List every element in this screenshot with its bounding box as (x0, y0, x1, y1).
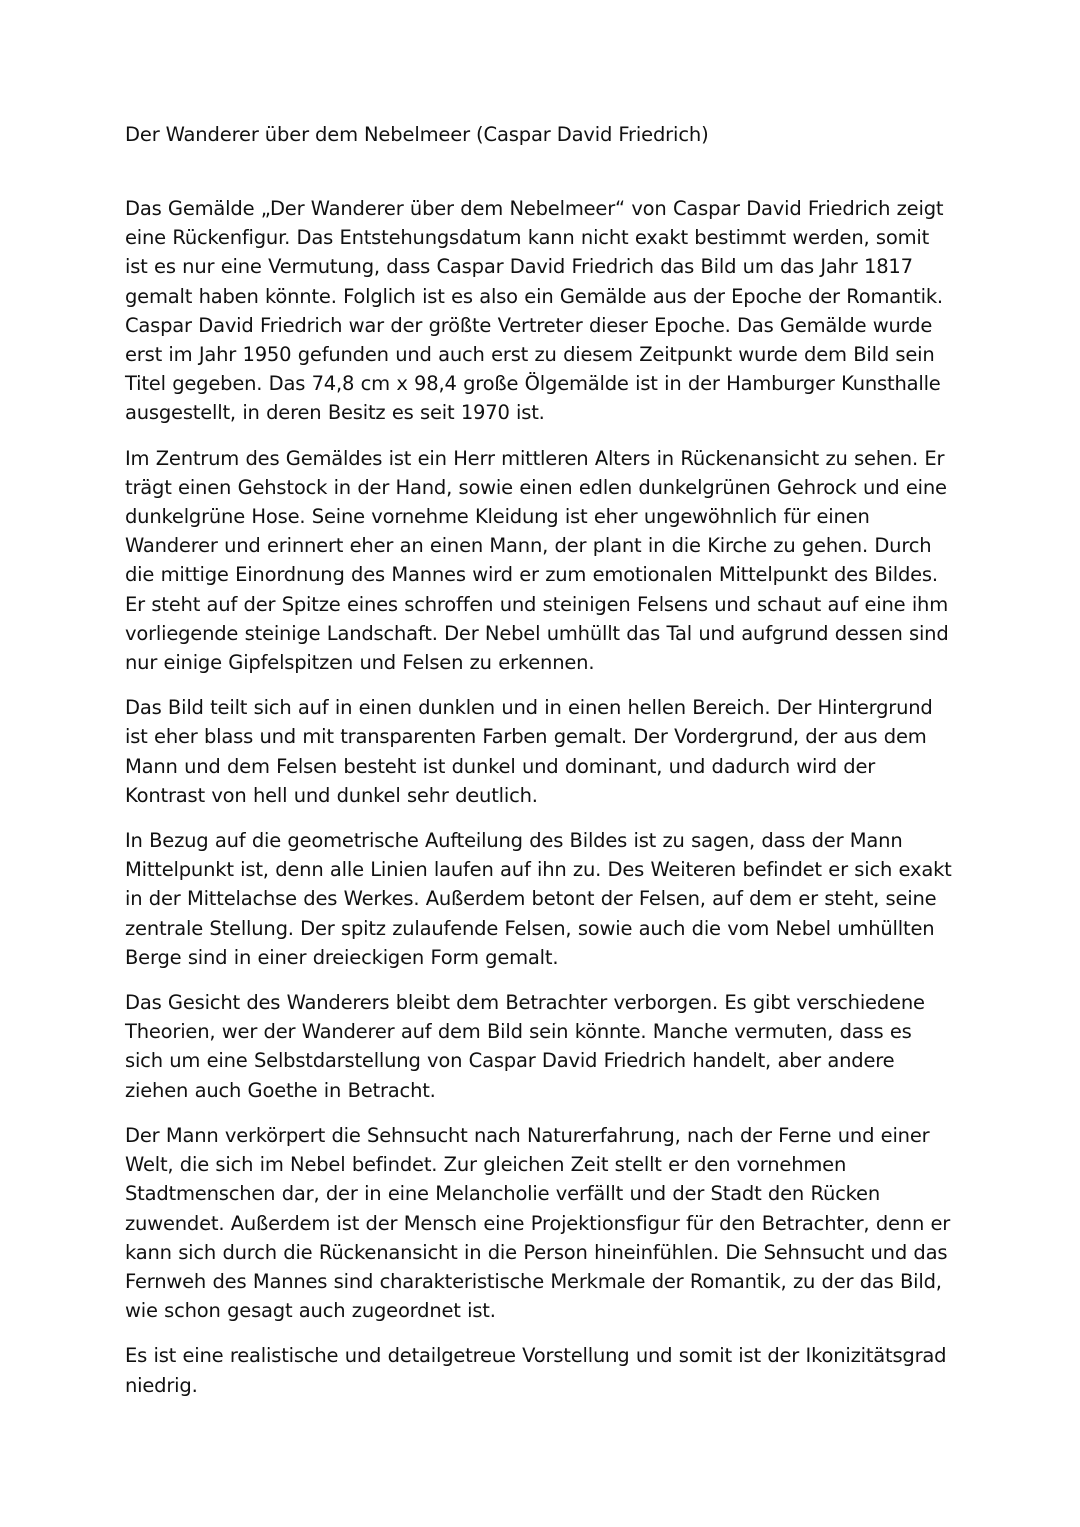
body-paragraph: Das Bild teilt sich auf in einen dunklen und in einen hellen Bereich. Der Hintergrund ist eher blass und mit transparenten Farben gemalt. Der Vordergrund, der aus dem Mann und dem Felsen besteht ist dunkel und dominant, und dadurch wird der Kontrast von hell und dunkel sehr deutlich. (125, 696, 933, 807)
page-title: Der Wanderer über dem Nebelmeer (Caspar David Friedrich) (125, 123, 709, 146)
document-text-column (125, 120, 953, 1400)
body-paragraph: Das Gesicht des Wanderers bleibt dem Betrachter verborgen. Es gibt verschiedene Theorien, wer der Wanderer auf dem Bild sein könnte. Manche vermuten, dass es sich um eine Selbstdarstellung von Caspar David Friedrich handelt, aber andere ziehen auch Goethe in Betracht. (125, 991, 925, 1102)
body-paragraph: Der Mann verkörpert die Sehnsucht nach Naturerfahrung, nach der Ferne und einer Welt, die sich im Nebel befindet. Zur gleichen Zeit stellt er den vornehmen Stadtmenschen dar, der in eine Melancholie verfällt und der Stadt den Rücken zuwendet. Außerdem ist der Mensch eine Projektionsfigur für den Betrachter, denn er kann sich durch die Rückenansicht in die Person hineinfühlen. Die Sehnsucht und das Fernweh des Mannes sind charakteristische Merkmale der Romantik, zu der das Bild, wie schon gesagt auch zugeordnet ist. (125, 1123, 951, 1323)
body-paragraph: Es ist eine realistische und detailgetreue Vorstellung und somit ist der Ikonizitätsgrad niedrig. (125, 1344, 947, 1397)
body-paragraph: Das Gemälde „Der Wanderer über dem Nebelmeer“ von Caspar David Friedrich zeigt eine Rückenfigur. Das Entstehungsdatum kann nicht exakt bestimmt werden, somit ist es nur eine Vermutung, dass Caspar David Friedrich das Bild um das Jahr 1817 gemalt haben könnte. Folglich ist es also ein Gemälde aus der Epoche der Romantik. Caspar David Friedrich war der größte Vertreter dieser Epoche. Das Gemälde wurde erst im Jahr 1950 gefunden und auch erst zu diesem Zeitpunkt wurde dem Bild sein Titel gegeben. Das 74,8 cm x 98,4 große Ölgemälde ist in der Hamburger Kunsthalle ausgestellt, in deren Besitz es seit 1970 ist. (125, 197, 944, 425)
body-paragraph: In Bezug auf die geometrische Aufteilung des Bildes ist zu sagen, dass der Mann Mittelpunkt ist, denn alle Linien laufen auf ihn zu. Des Weiteren befindet er sich exakt in der Mittelachse des Werkes. Außerdem betont der Felsen, auf dem er steht, seine zentrale Stellung. Der spitz zulaufende Felsen, sowie auch die vom Nebel umhüllten Berge sind in einer dreieckigen Form gemalt. (125, 829, 952, 969)
body-paragraph: Im Zentrum des Gemäldes ist ein Herr mittleren Alters in Rückenansicht zu sehen. Er trägt einen Gehstock in der Hand, sowie einen edlen dunkelgrünen Gehrock und eine dunkelgrüne Hose. Seine vornehme Kleidung ist eher ungewöhnlich für einen Wanderer und erinnert eher an einen Mann, der plant in die Kirche zu gehen. Durch die mittige Einordnung des Mannes wird er zum emotionalen Mittelpunkt des Bildes. Er steht auf der Spitze eines schroffen und steinigen Felsens und schaut auf eine ihm vorliegende steinige Landschaft. Der Nebel umhüllt das Tal und aufgrund dessen sind nur einige Gipfelspitzen und Felsen zu erkennen. (125, 446, 949, 675)
